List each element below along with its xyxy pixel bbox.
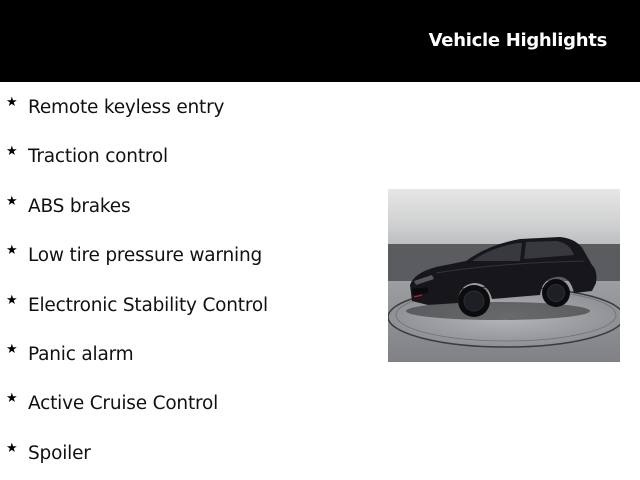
feature-item (0, 330, 370, 379)
star-icon: ★ (6, 292, 18, 308)
star-icon: ★ (6, 95, 18, 110)
vehicle-photo (388, 189, 620, 362)
feature-label: Remote keyless entry (28, 97, 225, 118)
star-icon: ★ (6, 243, 18, 259)
photo-wall (388, 189, 620, 249)
feature-item (0, 379, 370, 428)
star-icon: ★ (6, 144, 18, 160)
star-icon: ★ (6, 341, 18, 357)
feature-label: Low tire pressure warning (28, 245, 263, 267)
feature-item (0, 132, 370, 181)
feature-item (0, 281, 370, 330)
page-title: Vehicle Highlights (428, 30, 607, 51)
header-bar (0, 0, 640, 82)
feature-label: Traction control (28, 146, 168, 168)
feature-label: Active Cruise Control (28, 393, 219, 415)
feature-label: ABS brakes (28, 195, 131, 217)
feature-item (0, 83, 370, 132)
star-icon: ★ (6, 391, 18, 407)
feature-item (0, 429, 370, 478)
feature-list (0, 83, 370, 478)
feature-label: Spoiler (28, 442, 91, 464)
feature-label: Electronic Stability Control (28, 294, 268, 316)
star-icon: ★ (6, 440, 18, 456)
feature-item (0, 231, 370, 280)
feature-label: Panic alarm (28, 343, 134, 365)
star-icon: ★ (6, 193, 18, 209)
feature-item (0, 182, 370, 231)
